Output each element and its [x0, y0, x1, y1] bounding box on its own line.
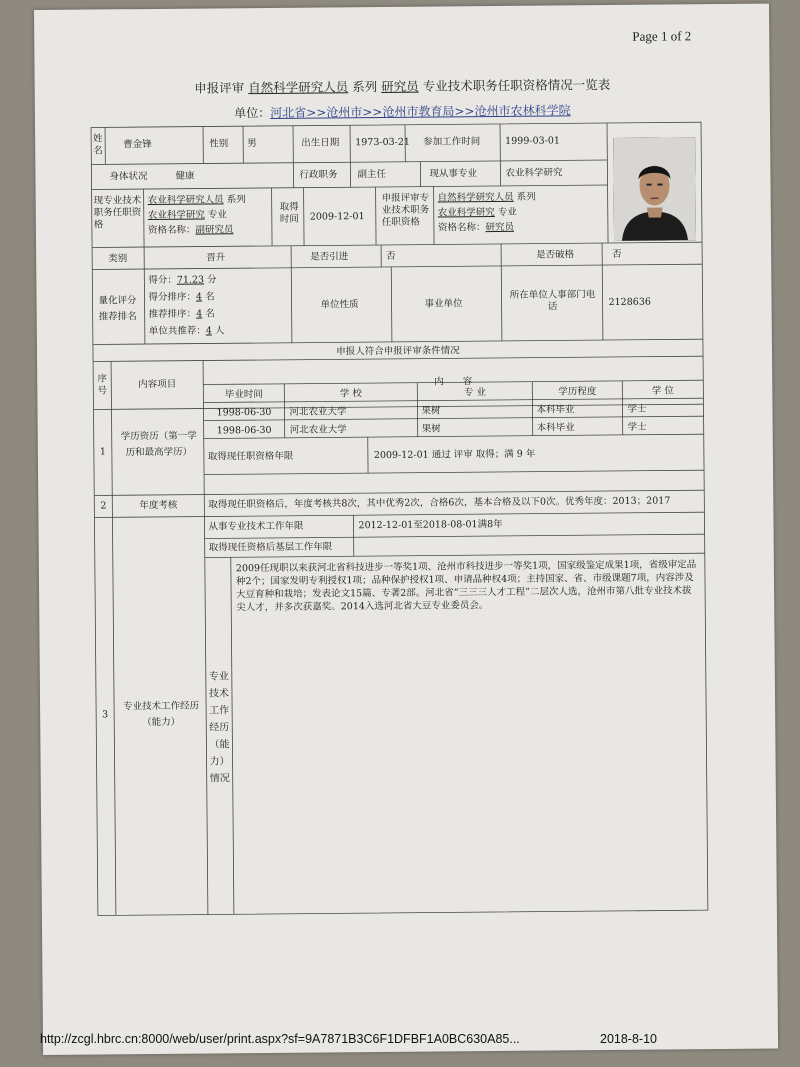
apply-qual: 研究员: [485, 221, 514, 234]
edu-row2-degree: 学士: [627, 421, 647, 433]
recommend-rank-label: 推荐排序：: [148, 308, 197, 321]
obtain-years-label: 取得现任职资格年限: [207, 450, 294, 463]
category-label: 类别: [108, 253, 128, 265]
total-recommend-unit: 人: [214, 325, 225, 337]
apply-series: 自然科学研究人员: [437, 191, 514, 204]
obtain-years-value: 2009-12-01 通过 评审 取得；满 9 年: [373, 448, 536, 462]
experience-text: 2009任现职以来获河北省科技进步一等奖1项、沧州市科技进步一等奖1项，国家级鉴定成果1项，省级审定品种2个；国家发明专利授权1项；品种保护授权1项、申请品种权4项；主持国家、省、市级课题7项，内容涉及大豆育种和栽培；发表论文15篇、专著2部。河北省“三三三人才工程”二层次人选，沧州市第八批专业技术拔尖人才，并多次获嘉奖。2014入选河北省大豆专业委员会。: [235, 559, 697, 614]
gender-value: 男: [247, 138, 257, 150]
phone-label: 所在单位人事部门电话: [509, 289, 596, 313]
apply-major: 农业科学研究: [437, 206, 495, 219]
recommend-rank-value: 4: [196, 308, 203, 320]
header-content: 内 容: [434, 376, 473, 388]
exception-label: 是否破格: [536, 249, 575, 261]
score-rank-value: 4: [195, 291, 203, 303]
title-series: 自然科学研究人员: [248, 79, 349, 96]
current-major: 农业科学研究: [147, 209, 205, 222]
footer-url: http://zcgl.hbrc.cn:8000/web/user/print.aspx?sf=9A7871B3C6F1DFBF1A0BC630A85...: [40, 1032, 520, 1046]
work-start-label: 参加工作时间: [423, 136, 481, 148]
page-number: Page 1 of 2: [632, 28, 692, 44]
current-qual: 副研究员: [195, 224, 234, 236]
current-series-suffix: 系列: [226, 194, 246, 206]
major-label: 现从事专业: [429, 168, 478, 180]
edu-col-time: 毕业时间: [224, 389, 263, 401]
edu-col-level: 学历程度: [558, 386, 597, 398]
current-qual-label: 资格名称：: [147, 224, 196, 237]
total-recommend-label: 单位共推荐：: [148, 325, 206, 338]
intro-label: 是否引进: [310, 251, 349, 263]
edu-row1-level: 本科毕业: [536, 404, 575, 416]
title-suffix: 专业技术职务任职资格情况一览表: [422, 76, 611, 94]
edu-col-degree: 学 位: [651, 385, 674, 397]
recommend-rank-unit: 名: [205, 308, 215, 320]
base-years-label: 取得现任资格后基层工作年限: [208, 541, 333, 554]
health-label: 身体状况: [109, 171, 148, 183]
current-major-suffix: 专业: [207, 209, 227, 221]
edu-row1-school: 河北农业大学: [289, 406, 347, 418]
unit-type-value: 事业单位: [424, 298, 463, 310]
score-rank-label: 得分排序：: [148, 291, 197, 304]
edu-row2-major: 果树: [421, 423, 441, 435]
experience-label: 专业技术工作经历（能力）: [123, 700, 200, 729]
score-unit: 分: [207, 274, 217, 286]
intro-value: 否: [386, 250, 396, 262]
document-page: [34, 4, 778, 1055]
admin-label: 行政职务: [299, 169, 338, 181]
title-rank: 研究员: [381, 78, 419, 94]
obtain-label: 取得时间: [279, 201, 299, 225]
major-value: 农业科学研究: [505, 167, 563, 179]
work-years-value: 2012-12-01至2018-08-01满8年: [358, 518, 503, 532]
title-mid: 系列: [352, 79, 378, 95]
name-value: 曹金锋: [123, 138, 152, 151]
total-recommend-value: 4: [205, 325, 212, 337]
edu-row2-school: 河北农业大学: [289, 424, 347, 436]
header-seq: 序号: [97, 373, 108, 397]
edu-row2-level: 本科毕业: [536, 422, 575, 434]
education-seq: 1: [99, 446, 106, 458]
edu-row1-degree: 学士: [627, 403, 647, 415]
name-label: 姓名: [93, 133, 103, 157]
birth-label: 出生日期: [301, 137, 340, 149]
edu-row2-time: 1998-06-30: [216, 424, 272, 437]
obtain-value: 2009-12-01: [309, 211, 365, 223]
current-title-label: 现专业技术职务任职资格: [93, 195, 142, 231]
unit-line: [35, 100, 770, 123]
exception-value: 否: [612, 248, 622, 260]
apply-title-label: 申报评审专业技术职务任职资格: [381, 192, 430, 228]
unit-value: 河北省>>沧州市>>沧州市教育局>>沧州市农林科学院: [270, 103, 571, 120]
unit-label: 单位：: [234, 105, 271, 121]
apply-qual-label: 资格名称：: [437, 222, 486, 234]
work-years-label: 从事专业技术工作年限: [208, 520, 304, 533]
work-start-value: 1999-03-01: [505, 135, 560, 147]
edu-row1-major: 果树: [421, 405, 441, 417]
gender-label: 性别: [209, 138, 229, 150]
score-rank-unit: 名: [205, 291, 215, 303]
annual-label: 年度考核: [139, 499, 178, 512]
birth-value: 1973-03-21: [355, 136, 410, 149]
section-title: 申报人符合申报评审条件情况: [336, 345, 460, 358]
annual-value: 取得现任职资格后，年度考核共8次，其中优秀2次，合格6次，基本合格及以下0次。优秀年度：2013；2017: [208, 495, 671, 511]
score-label: 得分：: [148, 274, 177, 287]
education-label: 学历资历（第一学历和最高学历）: [120, 430, 197, 459]
apply-major-suffix: 专业: [497, 206, 517, 218]
score-section-label: 量化评分推荐排名: [98, 295, 137, 323]
edu-row1-time: 1998-06-30: [216, 406, 272, 419]
edu-col-major: 专 业: [463, 387, 486, 399]
health-value: 健康: [175, 170, 195, 182]
document-title: [35, 74, 770, 98]
unit-type-label: 单位性质: [320, 299, 359, 311]
category-value: 晋升: [206, 252, 226, 264]
experience-seq: 3: [102, 709, 109, 721]
phone-value: 2128636: [608, 296, 651, 308]
applicant-photo: [613, 137, 696, 241]
annual-seq: 2: [100, 500, 107, 512]
experience-sub-label: 专业技术工作经历（能力）情况: [208, 671, 230, 785]
edu-col-school: 学 校: [339, 388, 362, 400]
admin-value: 副主任: [357, 168, 387, 181]
title-prefix: 申报评审: [194, 80, 245, 96]
apply-series-suffix: 系列: [516, 191, 536, 203]
score-value: 71.23: [176, 274, 205, 286]
current-series: 农业科学研究人员: [147, 194, 224, 207]
footer-date: 2018-8-10: [600, 1032, 657, 1046]
header-item: 内容项目: [138, 378, 177, 391]
